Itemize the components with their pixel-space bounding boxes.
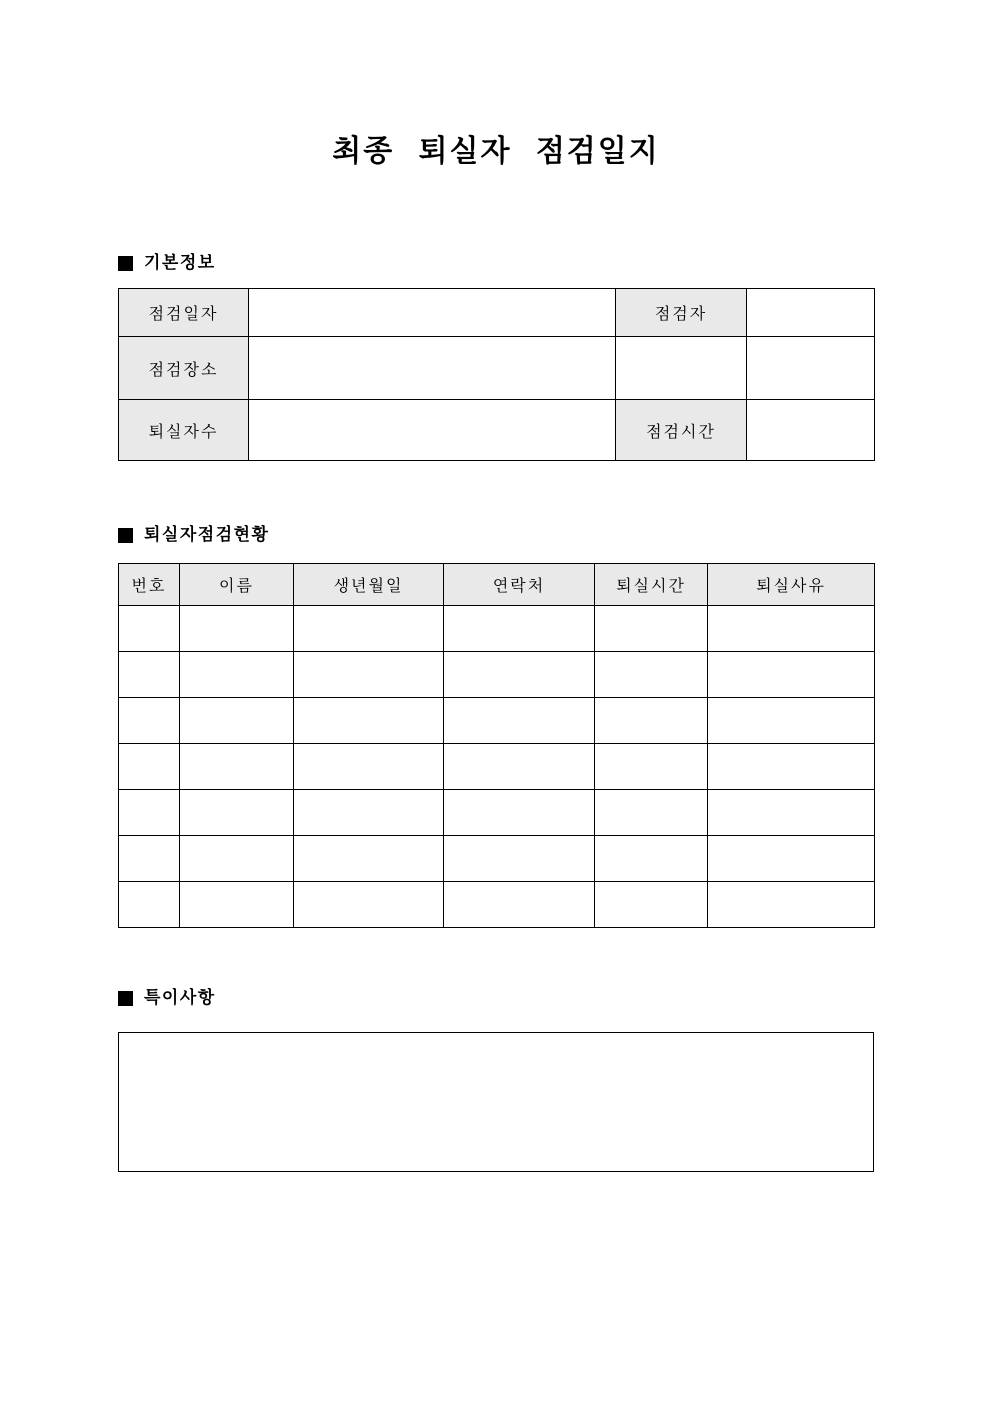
field-value-inspection-place[interactable] — [249, 337, 616, 400]
empty-cell[interactable] — [708, 606, 875, 652]
table-row — [119, 337, 875, 400]
empty-cell[interactable] — [708, 790, 875, 836]
empty-cell[interactable] — [595, 882, 708, 928]
empty-cell[interactable] — [180, 652, 294, 698]
empty-cell[interactable] — [294, 836, 444, 882]
field-label-inspection-date: 점검일자 — [119, 289, 249, 337]
empty-cell[interactable] — [444, 744, 595, 790]
black-square-icon — [118, 991, 133, 1006]
empty-cell[interactable] — [119, 698, 180, 744]
column-header-contact: 연락처 — [444, 564, 595, 606]
empty-cell[interactable] — [119, 790, 180, 836]
empty-cell[interactable] — [119, 836, 180, 882]
table-row — [119, 698, 875, 744]
field-label-inspector: 점검자 — [616, 289, 747, 337]
table-row — [119, 790, 875, 836]
table-header-row — [119, 564, 875, 606]
table-row — [119, 400, 875, 461]
empty-cell[interactable] — [708, 836, 875, 882]
empty-cell[interactable] — [444, 882, 595, 928]
field-label-inspection-time: 점검시간 — [616, 400, 747, 461]
empty-cell[interactable] — [708, 698, 875, 744]
empty-cell[interactable] — [595, 790, 708, 836]
empty-cell[interactable] — [708, 882, 875, 928]
empty-cell[interactable] — [119, 652, 180, 698]
table-row — [119, 882, 875, 928]
empty-cell[interactable] — [294, 790, 444, 836]
empty-cell[interactable] — [119, 744, 180, 790]
empty-cell[interactable] — [708, 744, 875, 790]
column-header-birthdate: 생년월일 — [294, 564, 444, 606]
page-title: 최종 퇴실자 점검일지 — [332, 135, 660, 168]
empty-cell[interactable] — [180, 882, 294, 928]
black-square-icon — [118, 528, 133, 543]
empty-cell[interactable] — [595, 652, 708, 698]
field-value-inspection-time[interactable] — [747, 400, 875, 461]
empty-cell[interactable] — [294, 652, 444, 698]
black-square-icon — [118, 256, 133, 271]
empty-cell[interactable] — [444, 836, 595, 882]
empty-cell[interactable] — [747, 337, 875, 400]
empty-cell[interactable] — [595, 744, 708, 790]
column-header-checkout-reason: 퇴실사유 — [708, 564, 875, 606]
section-heading-basic-info — [118, 253, 874, 273]
field-value-inspection-date[interactable] — [249, 289, 616, 337]
empty-cell[interactable] — [444, 652, 595, 698]
field-label-inspection-place: 점검장소 — [119, 337, 249, 400]
empty-cell[interactable] — [119, 606, 180, 652]
empty-cell[interactable] — [294, 882, 444, 928]
empty-cell[interactable] — [180, 606, 294, 652]
column-header-checkout-time: 퇴실시간 — [595, 564, 708, 606]
empty-cell[interactable] — [595, 836, 708, 882]
table-row — [119, 289, 875, 337]
section-heading-label: 특이사항 — [144, 988, 216, 1007]
empty-cell[interactable] — [708, 652, 875, 698]
empty-cell[interactable] — [294, 744, 444, 790]
checkout-rows — [119, 606, 875, 928]
basic-info-table — [118, 288, 875, 461]
checkout-status-table — [118, 563, 875, 928]
empty-cell[interactable] — [444, 790, 595, 836]
section-heading-label: 기본정보 — [144, 253, 216, 272]
field-value-checkout-count[interactable] — [249, 400, 616, 461]
empty-cell[interactable] — [180, 744, 294, 790]
empty-cell[interactable] — [180, 698, 294, 744]
field-label-checkout-count: 퇴실자수 — [119, 400, 249, 461]
section-heading-label: 퇴실자점검현황 — [144, 525, 270, 544]
empty-cell[interactable] — [294, 606, 444, 652]
empty-cell[interactable] — [595, 606, 708, 652]
empty-cell[interactable] — [444, 606, 595, 652]
empty-cell[interactable] — [616, 337, 747, 400]
empty-cell[interactable] — [294, 698, 444, 744]
table-row — [119, 744, 875, 790]
empty-cell[interactable] — [444, 698, 595, 744]
notes-box[interactable] — [118, 1032, 874, 1172]
column-header-name: 이름 — [180, 564, 294, 606]
field-value-inspector[interactable] — [747, 289, 875, 337]
column-header-number: 번호 — [119, 564, 180, 606]
table-row — [119, 606, 875, 652]
empty-cell[interactable] — [180, 836, 294, 882]
section-heading-checkout-status — [118, 525, 874, 545]
table-row — [119, 836, 875, 882]
table-row — [119, 652, 875, 698]
section-heading-notes — [118, 988, 874, 1008]
empty-cell[interactable] — [180, 790, 294, 836]
empty-cell[interactable] — [119, 882, 180, 928]
empty-cell[interactable] — [595, 698, 708, 744]
